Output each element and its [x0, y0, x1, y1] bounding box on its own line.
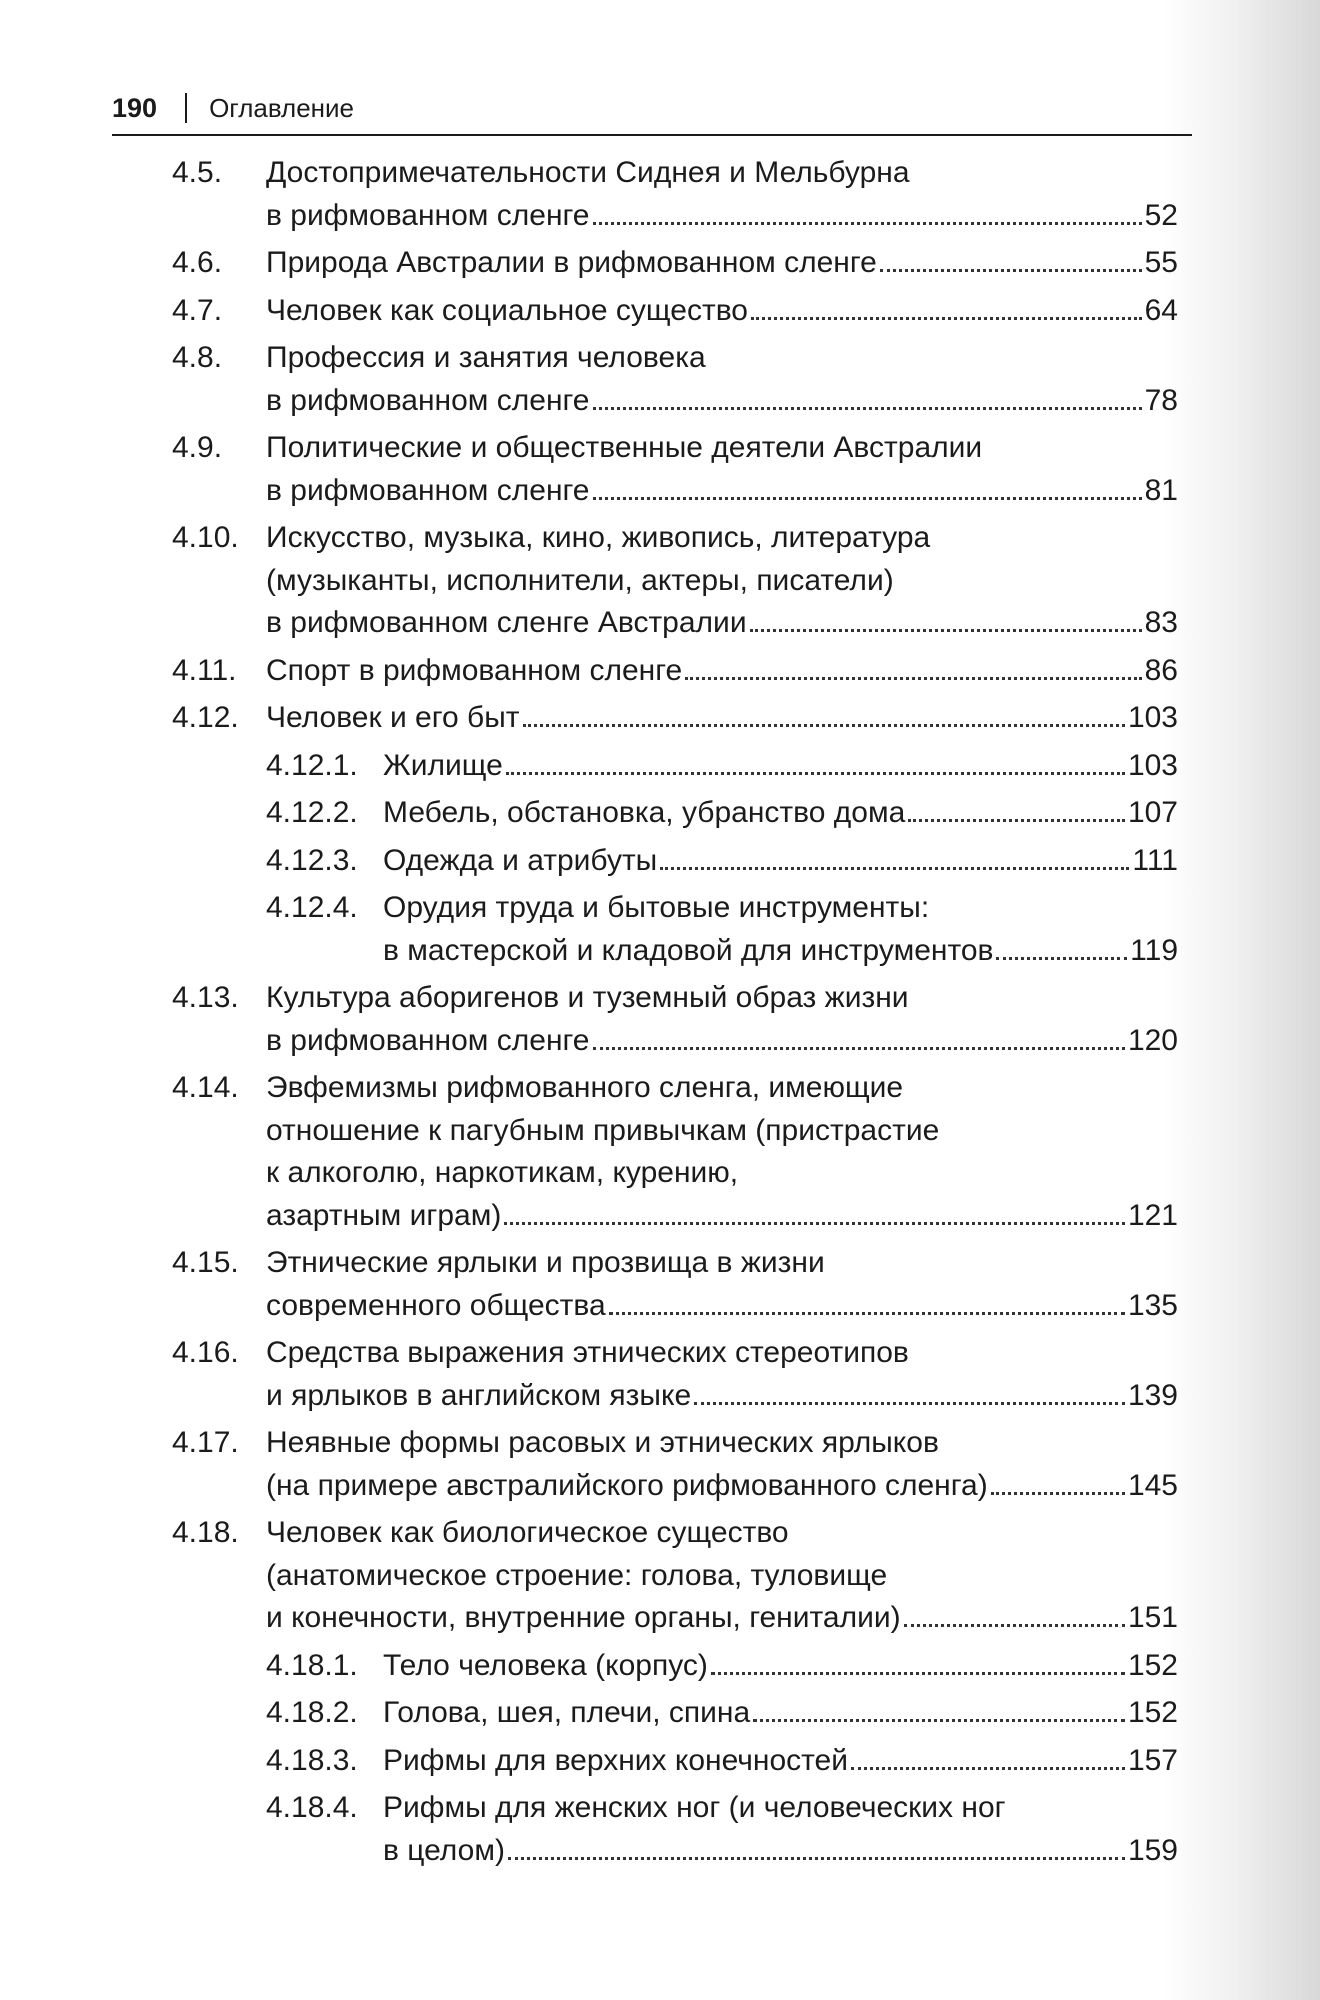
toc-line	[172, 242, 1178, 285]
toc-line	[172, 602, 1178, 645]
toc-page-number: 157	[1127, 1743, 1178, 1777]
toc-page-number: 152	[1127, 1648, 1178, 1682]
toc-entry-title: Эвфемизмы рифмованного сленга, имеющие	[266, 1071, 904, 1104]
toc-entry-title: азартным играм)	[266, 1198, 502, 1232]
toc-entry-title: (музыканты, исполнители, актеры, писатели)	[266, 563, 894, 597]
toc-entry	[172, 152, 1178, 237]
toc-entry-title: в рифмованном сленге	[266, 198, 590, 232]
toc-line	[172, 1375, 1178, 1418]
dot-leader	[750, 628, 1142, 632]
toc-entry-title: Человек как социальное существо	[266, 293, 748, 327]
toc-entry	[266, 1740, 1178, 1783]
toc-line	[172, 697, 1178, 740]
toc-entry-title: в рифмованном сленге	[266, 473, 590, 507]
toc-entry-title: и ярлыков в английском языке	[266, 1378, 692, 1412]
toc-entry-title: отношение к пагубным привычкам (пристрастие	[266, 1113, 940, 1147]
toc-entry	[266, 840, 1178, 883]
toc-page-number: 121	[1127, 1198, 1178, 1232]
toc-entry-number: 4.17.	[172, 1426, 239, 1459]
toc-entry-number: 4.18.3.	[266, 1743, 358, 1777]
toc-line	[172, 1512, 1178, 1555]
toc-entry-title: Профессия и занятия человека	[266, 341, 706, 374]
toc-entry-title: к алкоголю, наркотикам, курению,	[266, 1156, 739, 1189]
toc-entry-number: 4.12.4.	[266, 891, 358, 924]
toc-entry-number: 4.18.	[172, 1516, 239, 1549]
toc-page-number: 81	[1144, 473, 1178, 507]
toc-line	[266, 840, 1178, 883]
toc-line	[172, 152, 1178, 195]
toc-line	[266, 792, 1178, 835]
toc-line	[172, 470, 1178, 513]
toc-entry-title: Достопримечательности Сиднея и Мельбурна	[266, 156, 910, 189]
toc-entry-number: 4.5.	[172, 156, 223, 189]
dot-leader	[908, 818, 1125, 822]
toc-entry-title: Орудия труда и бытовые инструменты:	[383, 891, 930, 924]
toc-page-number: 120	[1127, 1023, 1178, 1057]
toc-line	[172, 560, 1178, 603]
toc-entry-title: Рифмы для верхних конечностей	[383, 1743, 848, 1777]
toc-page-number: 135	[1127, 1288, 1178, 1322]
toc-entry-title: Рифмы для женских ног (и человеческих ног	[383, 1791, 1006, 1824]
dot-leader	[751, 316, 1142, 320]
toc-page-number: 139	[1127, 1378, 1178, 1412]
toc-entry-number: 4.12.	[172, 701, 239, 734]
toc-page-number: 111	[1132, 843, 1178, 877]
toc-entry-title: Природа Австралии в рифмованном сленге	[266, 246, 877, 279]
toc-entry-title: в целом)	[383, 1833, 505, 1867]
toc-entry-number: 4.14.	[172, 1071, 239, 1104]
toc-entry-title: современного общества	[266, 1288, 606, 1322]
toc-entry-title: (анатомическое строение: голова, туловище	[266, 1558, 888, 1592]
toc-line	[172, 1555, 1178, 1598]
toc-page-number: 103	[1127, 748, 1178, 782]
toc-entry-title: Средства выражения этнических стереотипов	[266, 1336, 909, 1369]
dot-leader	[685, 676, 1141, 680]
toc-line	[172, 1067, 1178, 1110]
dot-leader	[711, 1671, 1125, 1675]
toc-line	[266, 1787, 1178, 1830]
dot-leader	[504, 1221, 1125, 1225]
dot-leader	[904, 1623, 1125, 1627]
toc-line	[266, 1740, 1178, 1783]
toc-line	[266, 1830, 1178, 1873]
toc-page-number: 64	[1144, 293, 1178, 327]
toc-page-number: 52	[1144, 198, 1178, 232]
toc-page-number: 78	[1144, 383, 1178, 417]
toc-entry-title: Человек и его быт	[266, 701, 520, 734]
toc-line	[172, 1422, 1178, 1465]
toc-entry-number: 4.15.	[172, 1246, 239, 1279]
toc-line	[172, 1020, 1178, 1063]
dot-leader	[593, 221, 1142, 225]
toc-line	[266, 1692, 1178, 1735]
dot-leader	[660, 866, 1129, 870]
toc-entry-number: 4.13.	[172, 981, 239, 1014]
toc-entry-title: Одежда и атрибуты	[383, 843, 658, 877]
toc-line	[266, 745, 1178, 788]
toc-entry	[172, 290, 1178, 333]
toc-page-number: 145	[1127, 1468, 1178, 1502]
toc-entry	[266, 1787, 1178, 1872]
toc-entry-number: 4.9.	[172, 431, 223, 464]
dot-leader	[694, 1401, 1125, 1405]
toc-line	[172, 1465, 1178, 1508]
toc-indent	[172, 1110, 266, 1153]
toc-entry	[172, 1422, 1178, 1507]
toc-page-number: 107	[1127, 796, 1178, 829]
toc-entry-number: 4.12.2.	[266, 796, 358, 829]
toc-line	[266, 930, 1178, 973]
toc-entry-number: 4.18.2.	[266, 1696, 358, 1729]
dot-leader	[593, 496, 1142, 500]
toc-line	[172, 290, 1178, 333]
toc-entry-title: (на примере австралийского рифмованного сленга)	[266, 1468, 988, 1502]
toc-entry-title: Культура аборигенов и туземный образ жизни	[266, 981, 909, 1014]
toc-entry-title: Неявные формы расовых и этнических ярлыков	[266, 1426, 939, 1459]
toc-entry	[172, 427, 1178, 512]
toc-entry-number: 4.18.1.	[266, 1648, 358, 1682]
toc-entry	[172, 1067, 1178, 1237]
toc-indent	[172, 560, 266, 603]
toc-entry	[266, 792, 1178, 835]
section-title: Оглавление	[209, 92, 355, 123]
toc-line	[172, 427, 1178, 470]
dot-leader	[851, 1766, 1125, 1770]
toc-page-number: 103	[1127, 701, 1178, 734]
toc-entry-title: Мебель, обстановка, убранство дома	[383, 796, 906, 829]
toc-line	[172, 195, 1178, 238]
dot-leader	[609, 1311, 1125, 1315]
dot-leader	[753, 1718, 1125, 1722]
toc-entry-number: 4.18.4.	[266, 1791, 358, 1824]
toc-line	[172, 337, 1178, 380]
toc-entry	[172, 650, 1178, 693]
toc-line	[172, 1242, 1178, 1285]
toc-entry-number: 4.11.	[172, 653, 237, 687]
toc-entry-title: Искусство, музыка, кино, живопись, литература	[266, 521, 931, 554]
toc-line	[266, 1645, 1178, 1688]
toc-entry-title: Политические и общественные деятели Австралии	[266, 431, 983, 464]
toc-entry-title: и конечности, внутренние органы, гениталии)	[266, 1601, 901, 1634]
toc-entry-number: 4.16.	[172, 1336, 239, 1369]
toc-entry-title: Жилище	[383, 748, 503, 782]
dot-leader	[508, 1856, 1125, 1860]
toc-page-number: 55	[1144, 246, 1178, 279]
dot-leader	[593, 406, 1142, 410]
dot-leader	[991, 1491, 1125, 1495]
toc-indent	[172, 1152, 266, 1195]
toc-line	[172, 1152, 1178, 1195]
toc-entry	[172, 337, 1178, 422]
toc-entry	[266, 745, 1178, 788]
dot-leader	[996, 956, 1127, 960]
page-number: 190	[112, 92, 158, 123]
toc-entry	[172, 697, 1178, 740]
toc-page-number: 152	[1127, 1696, 1178, 1729]
toc-entry-title: Человек как биологическое существо	[266, 1516, 789, 1549]
toc-line	[172, 1285, 1178, 1328]
toc-entry-number: 4.12.3.	[266, 843, 358, 877]
toc-page-number: 83	[1144, 606, 1178, 639]
toc-line	[172, 1110, 1178, 1153]
header-separator	[185, 93, 187, 123]
toc-entry-number: 4.8.	[172, 341, 223, 374]
toc-entry-title: Голова, шея, плечи, спина	[383, 1696, 751, 1729]
toc-indent	[172, 1555, 266, 1598]
toc-line	[172, 1332, 1178, 1375]
toc-entry-title: в мастерской и кладовой для инструментов	[383, 933, 994, 967]
toc-entry-number: 4.10.	[172, 521, 239, 554]
toc-line	[172, 977, 1178, 1020]
toc-entry	[172, 1242, 1178, 1327]
toc-entry-title: Этнические ярлыки и прозвища в жизни	[266, 1246, 825, 1279]
dot-leader	[523, 723, 1125, 727]
toc-entry	[172, 977, 1178, 1062]
toc-entry-number: 4.7.	[172, 293, 223, 327]
toc-line	[172, 380, 1178, 423]
toc-entry-number: 4.12.1.	[266, 748, 358, 782]
toc-entry	[172, 242, 1178, 285]
header-rule	[112, 134, 1192, 136]
toc-entry-title: в рифмованном сленге Австралии	[266, 606, 747, 639]
toc-line	[172, 1597, 1178, 1640]
toc-entry	[172, 1512, 1178, 1640]
dot-leader	[593, 1046, 1125, 1050]
toc-entry-title: Тело человека (корпус)	[383, 1648, 708, 1682]
toc-line	[172, 517, 1178, 560]
toc-page-number: 151	[1127, 1601, 1178, 1634]
toc-entry-number: 4.6.	[172, 246, 223, 279]
toc-entry-title: Спорт в рифмованном сленге	[266, 653, 683, 687]
table-of-contents	[172, 152, 1178, 1877]
toc-line	[266, 887, 1178, 930]
toc-line	[172, 1195, 1178, 1238]
toc-page-number: 86	[1144, 653, 1178, 687]
dot-leader	[506, 771, 1125, 775]
toc-entry-title: в рифмованном сленге	[266, 1023, 590, 1057]
toc-entry	[172, 517, 1178, 645]
toc-entry	[266, 1645, 1178, 1688]
running-header	[112, 88, 1192, 128]
toc-page-number: 119	[1130, 933, 1178, 967]
toc-entry-title: в рифмованном сленге	[266, 383, 590, 417]
dot-leader	[880, 268, 1142, 272]
toc-entry	[172, 1332, 1178, 1417]
toc-entry	[266, 1692, 1178, 1735]
toc-page-number: 159	[1127, 1833, 1178, 1867]
toc-entry	[266, 887, 1178, 972]
toc-line	[172, 650, 1178, 693]
